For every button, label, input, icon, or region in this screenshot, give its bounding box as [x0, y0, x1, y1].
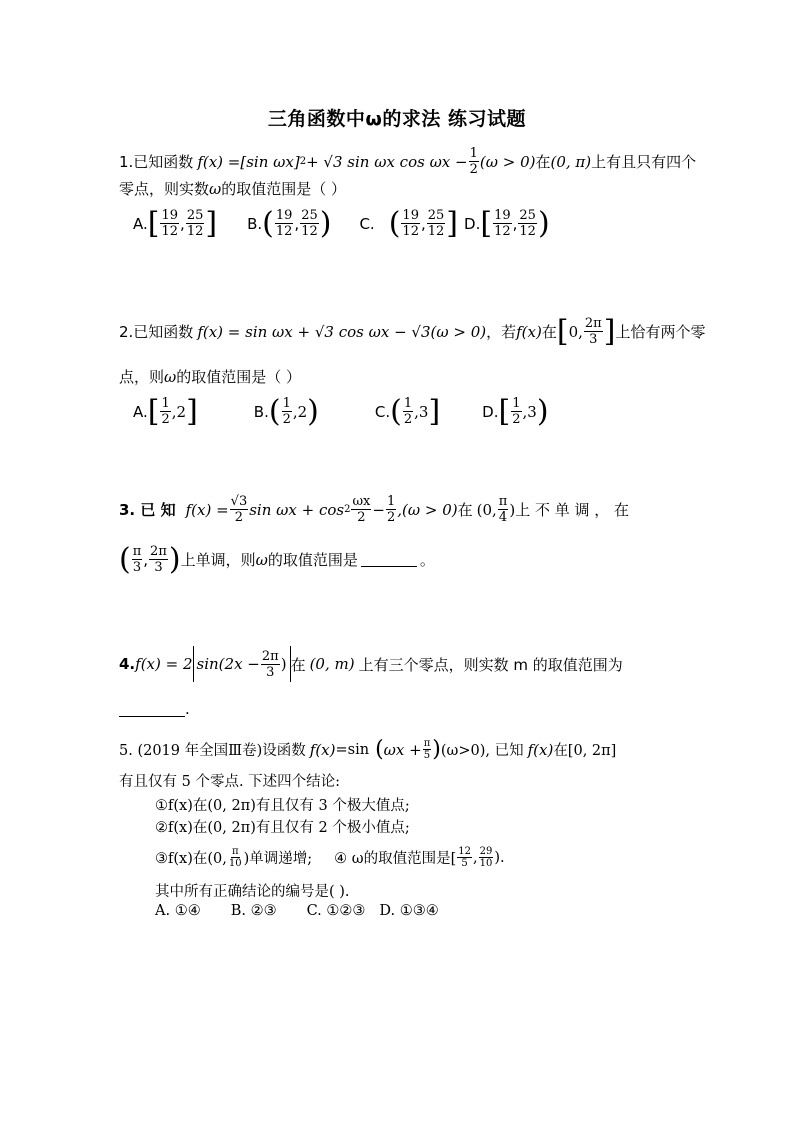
q5-s3-b: )单调递增; [243, 851, 313, 867]
q5-s3-a: ③f(x)在(0, [155, 851, 227, 867]
q2-line2 [119, 366, 301, 387]
q5-statement-1: ①f(x)在(0, 2π)有且仅有 3 个极大值点; [155, 798, 410, 814]
q5-question: 其中所有正确结论的编号是( ). [155, 884, 350, 900]
q5-s4-a: ④ ω的取值范围是[ [334, 851, 457, 867]
q4-answer-blank[interactable] [119, 702, 185, 717]
q4-end: . [185, 700, 190, 718]
q5-fx2: f(x) [527, 740, 554, 759]
q1-func-part1: [sin ωx] [240, 152, 300, 171]
q1-options [133, 205, 550, 241]
q1-func-lhs: f(x) = [197, 152, 241, 171]
q2-suffix: 上恰有两个零 [615, 323, 706, 341]
q1-option-c[interactable]: C. ( $\frac{19}{12}$ , $\frac{25}{12}$ ] [359, 205, 459, 241]
q5-paren-left: ( [375, 736, 384, 762]
q4-abs [193, 646, 291, 682]
q5-cond: (ω>0), 已知 [440, 743, 524, 759]
q5-line1-a: 5. (2019 年全国Ⅲ卷)设函数 [119, 743, 306, 759]
q5-frac-29-10: $\frac{29}{10}$ [479, 846, 493, 869]
q5-frac-pi5: $\frac{\pi}{5}$ [423, 738, 431, 761]
q3-cond: ,(ω > 0) [397, 500, 458, 519]
q4-prefix: 4. [119, 655, 136, 673]
q1-omega: ω [209, 179, 222, 198]
q1-interval: (0, π) [550, 152, 592, 171]
q4-suffix: 上有三个零点，则实数 m 的取值范围为 [358, 655, 623, 674]
q3-frac-half: $\frac{1}{2}$ [386, 494, 396, 525]
q3-end: 。 [419, 551, 435, 569]
q2-prefix: 2.已知函数 [119, 323, 194, 341]
q1-line2-suffix: 的取值范围是（ ） [221, 180, 347, 198]
q2-line2-b: 的取值范围是（ ） [176, 368, 302, 386]
q2-bracket-left: [ [556, 313, 569, 349]
q3-func-lhs: f(x) = [185, 500, 229, 519]
q3-minus: − [372, 500, 385, 519]
q3-prefix: 3. 已 知 [119, 501, 176, 519]
q3-paren-left: ( [119, 541, 131, 577]
q1-suffix: 上有且只有四个 [591, 153, 697, 171]
q2-line2-a: 点，则 [119, 368, 165, 386]
q1-prefix: 1.已知函数 [119, 153, 194, 171]
q3-int-a: (0, [476, 500, 497, 519]
q5-wx: ωx + [383, 740, 422, 759]
q2-option-c[interactable]: C. ( $\frac{1}{2}$ ,3 ] [374, 393, 441, 429]
q1-option-b[interactable]: B. ( $\frac{19}{12}$ , $\frac{25}{12}$ ) [247, 205, 332, 241]
q3-sup: 2 [344, 504, 351, 515]
q2-fx: f(x) [516, 322, 542, 341]
q1-func-part2: + √3 sin ωx cos ωx − [306, 152, 468, 171]
q5-option-a[interactable]: A. ①④ [155, 903, 201, 919]
page-title: 三角函数中ω的求法 练习试题 [267, 108, 527, 130]
q5-frac-pi10: $\frac{\pi}{10}$ [228, 846, 242, 869]
q4-inner-b: ) [280, 655, 287, 673]
q4-frac: $\frac{2\pi}{3}$ [261, 648, 279, 680]
q1-line1 [119, 146, 696, 177]
q2-option-b[interactable]: B. ( $\frac{1}{2}$ ,2 ) [253, 393, 319, 429]
q5-frac-12-5: $\frac{12}{5}$ [458, 846, 471, 869]
q2-options [133, 393, 549, 429]
q3-omega: ω [255, 550, 268, 569]
q5-option-c[interactable]: C. ①②③ [306, 903, 366, 919]
q3-in: 在 [457, 501, 473, 519]
q2-option-a[interactable]: A. [ $\frac{1}{2}$ ,2 ] [133, 393, 198, 429]
q5-s4-b: ). [494, 849, 505, 866]
q3-frac-pi3: $\frac{\pi}{3}$ [132, 544, 142, 575]
q2-func: f(x) = sin ωx + √3 cos ωx − √3(ω > 0) [197, 322, 487, 341]
q5-line2: 有且仅有 5 个零点. 下述四个结论: [119, 774, 341, 790]
q3-text2: 的取值范围是 [267, 551, 358, 569]
q3-mid: sin ωx + cos [249, 500, 345, 519]
q2-mid: ，若 [486, 323, 517, 341]
q5-option-b[interactable]: B. ②③ [230, 903, 277, 919]
q3-frac-sqrt3: $\frac{√3}{2}$ [230, 494, 248, 525]
q1-line2-text: 零点，则实数 [119, 180, 210, 198]
q3-int-fraction: $\frac{\pi}{4}$ [498, 494, 508, 525]
q5-line1 [119, 738, 616, 761]
q1-line2 [119, 178, 346, 199]
q5-option-d[interactable]: D. ①③④ [379, 903, 439, 919]
q5-interval: 在[0, 2π] [553, 743, 617, 759]
q1-condition: (ω > 0) [479, 152, 536, 171]
q5-statement-2: ②f(x)在(0, 2π)有且仅有 2 个极小值点; [155, 820, 410, 836]
q5-options [155, 903, 439, 919]
q3-suffix: 上 不 单 调 ， 在 [515, 501, 630, 519]
q2-in: 在 [541, 323, 557, 341]
q2-int-a: 0, [568, 322, 583, 341]
q5-paren-right: ) [432, 736, 441, 762]
q3-frac-2pi3: $\frac{2\pi}{3}$ [150, 544, 167, 575]
q4-line1 [119, 646, 623, 682]
q5-statements-3-4: ③f(x)在(0, $\frac{\pi}{10}$ )单调递增; ④ ω的取值范围是[ $\frac{12}{5}$ , $\frac{29}{10}$ ). [155, 846, 505, 869]
q5-eq: =sin [335, 741, 370, 758]
q2-option-d[interactable]: D. [ $\frac{1}{2}$ ,3 ) [482, 393, 549, 429]
q3-answer-blank[interactable] [361, 552, 417, 567]
q4-interval: (0, m) [309, 655, 355, 673]
q2-omega: ω [164, 367, 177, 386]
q1-option-a[interactable]: A. [ $\frac{19}{12}$ , $\frac{25}{12}$ ] [133, 205, 218, 241]
q2-line1 [119, 313, 706, 349]
q3-paren-right: ) [168, 541, 181, 577]
q2-int-fraction: $\frac{2\pi}{3}$ [584, 316, 602, 347]
q1-half-fraction: $\frac{1}{2}$ [469, 146, 478, 177]
q3-frac-wx: $\frac{\omega x}{2}$ [352, 494, 371, 525]
q4-line2 [119, 700, 190, 718]
q3-line2: ( $\frac{\pi}{3}$ , $\frac{2\pi}{3}$ ) 上单调，则 ω 的取值范围是 。 [119, 541, 435, 577]
q4-in: 在 [290, 655, 306, 674]
q1-option-d[interactable]: D. [ $\frac{19}{12}$ , $\frac{25}{12}$ ) [464, 205, 550, 241]
q4-func-lhs: f(x) = 2 [135, 655, 193, 673]
q3-int-b: ) [509, 500, 516, 519]
q1-in: 在 [535, 153, 551, 171]
q4-inner-a: sin(2x − [196, 655, 260, 673]
q5-fx: f(x) [309, 740, 336, 759]
q3-line1 [119, 494, 629, 525]
q2-bracket-right: ] [603, 313, 616, 349]
q1-sup: 2 [299, 156, 307, 167]
q3-text1: 上单调，则 [180, 551, 256, 569]
